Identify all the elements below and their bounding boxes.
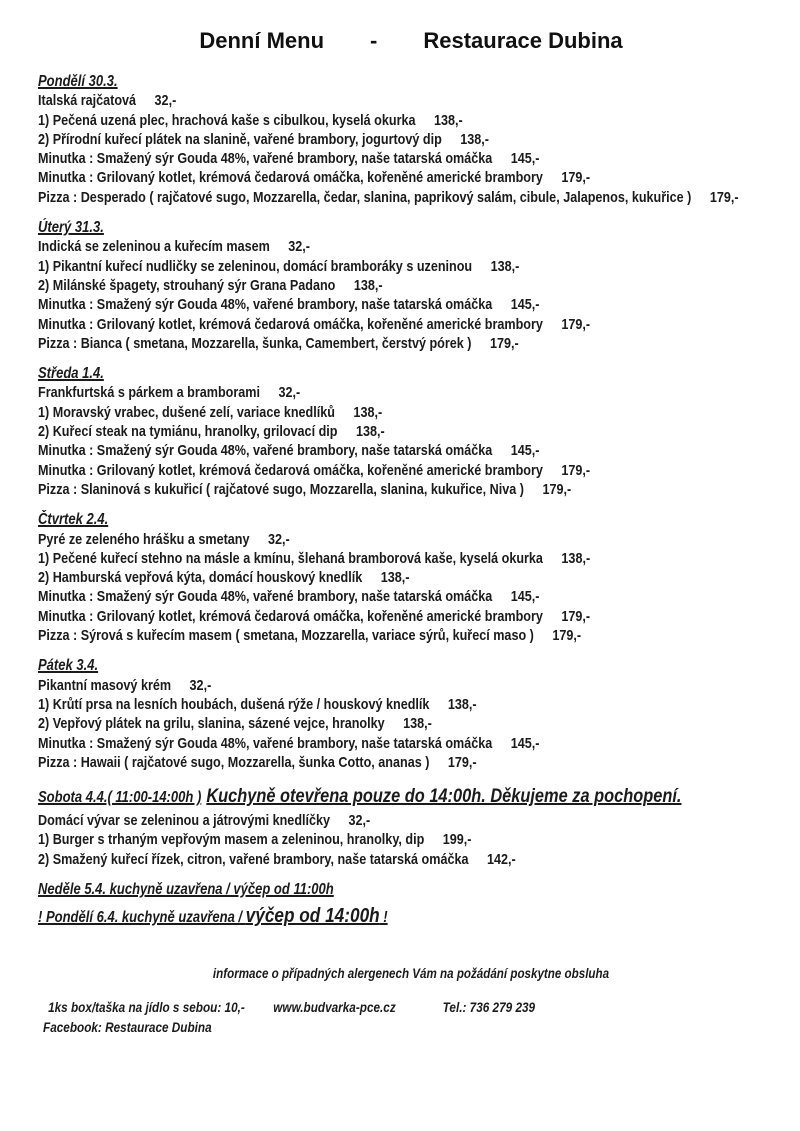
item-price: 179,-	[552, 627, 582, 645]
item-price: 179,-	[561, 169, 591, 187]
item-text: 1) Burger s trhaným vepřovým masem a zeleninou, hranolky, dip	[38, 831, 425, 849]
day-section	[38, 218, 784, 353]
menu-item-line	[38, 734, 665, 753]
item-price: 145,-	[510, 150, 540, 168]
item-price: 32,-	[288, 238, 311, 256]
page-title	[38, 26, 784, 56]
menu-item-line	[38, 695, 665, 714]
day-items	[38, 91, 784, 207]
item-price: 145,-	[510, 296, 540, 314]
item-price: 145,-	[510, 442, 540, 460]
item-price: 179,-	[561, 461, 591, 479]
item-price: 179,-	[489, 334, 519, 352]
item-text: Pizza : Slaninová s kukuřicí ( rajčatové sugo, Mozzarella, slanina, kukuřice, Niva )	[38, 480, 524, 498]
contact-line	[38, 998, 665, 1016]
allergen-note: informace o případných alergenech Vám na požádání poskytne obsluha	[212, 965, 610, 981]
item-text: Pizza : Desperado ( rajčatové sugo, Mozzarella, čedar, slanina, paprikový salám, cibule, Jalapenos, kukuřice )	[38, 188, 692, 206]
closing-note-line	[38, 902, 665, 929]
day-section	[38, 656, 784, 772]
day-items	[38, 811, 784, 869]
menu-item-line	[38, 315, 665, 334]
menu-item-line	[38, 168, 665, 187]
item-text: 1) Moravský vrabec, dušené zelí, variace knedlíků	[38, 403, 335, 421]
menu-item-line	[38, 130, 665, 149]
title-right: Restaurace Dubina	[423, 28, 623, 53]
item-text: 1) Pečené kuřecí stehno na másle a kmínu, šlehaná bramborová kaše, kyselá okurka	[38, 549, 543, 567]
item-text: Minutka : Grilovaný kotlet, krémová čedarová omáčka, kořeněné americké brambory	[38, 315, 543, 333]
menu-item-line	[38, 334, 665, 353]
menu-days	[38, 72, 784, 869]
menu-item-line	[38, 676, 665, 695]
item-text: Pizza : Bianca ( smetana, Mozzarella, šunka, Camembert, čerstvý pórek )	[38, 334, 472, 352]
item-price: 138,-	[561, 549, 591, 567]
day-heading	[38, 218, 665, 237]
item-price: 138,-	[380, 569, 410, 587]
day-heading	[38, 783, 682, 811]
takeaway-note: 1ks box/taška na jídlo s sebou: 10,-	[48, 998, 245, 1015]
day-items	[38, 676, 784, 772]
item-price: 179,-	[561, 315, 591, 333]
item-price: 32,-	[267, 530, 290, 548]
menu-item-line	[38, 422, 665, 441]
item-text: 1) Pikantní kuřecí nudličky se zeleninou, domácí bramboráky s uzeninou	[38, 257, 473, 275]
day-heading	[38, 510, 665, 529]
day-heading-text: Sobota 4.4.( 11:00-14:00h )	[38, 789, 202, 807]
item-price: 145,-	[510, 588, 540, 606]
item-price: 145,-	[510, 734, 540, 752]
day-heading	[38, 364, 665, 383]
day-heading	[38, 72, 665, 91]
day-heading-text: Středa 1.4.	[38, 365, 104, 383]
item-price: 179,-	[542, 480, 572, 498]
menu-item-line	[38, 607, 665, 626]
item-price: 138,-	[403, 715, 432, 733]
item-text: Minutka : Smažený sýr Gouda 48%, vařené brambory, naše tatarská omáčka	[38, 150, 493, 168]
menu-item-line	[38, 91, 665, 110]
menu-item-line	[38, 403, 665, 422]
day-section	[38, 364, 784, 499]
day-heading-text: Pátek 3.4.	[38, 657, 99, 675]
item-text: Indická se zeleninou a kuřecím masem	[38, 238, 270, 256]
item-text: Pizza : Hawaii ( rajčatové sugo, Mozzarella, šunka Cotto, ananas )	[38, 753, 430, 771]
facebook-line: Facebook: Restaurace Dubina	[43, 1018, 212, 1035]
day-items	[38, 237, 784, 353]
item-text: Minutka : Grilovaný kotlet, krémová čedarová omáčka, kořeněné americké brambory	[38, 607, 543, 625]
item-price: 138,-	[460, 130, 490, 148]
menu-item-line	[38, 257, 665, 276]
item-text: 2) Smažený kuřecí řízek, citron, vařené brambory, naše tatarská omáčka	[38, 850, 469, 868]
item-price: 179,-	[447, 753, 477, 771]
item-price: 32,-	[348, 812, 371, 830]
item-price: 32,-	[154, 92, 177, 110]
item-price: 138,-	[447, 695, 477, 713]
closing-suffix: !	[379, 908, 388, 926]
closing-big-text: výčep od 14:00h	[245, 903, 380, 927]
item-price: 179,-	[561, 607, 591, 625]
item-price: 138,-	[353, 403, 383, 421]
item-text: Pizza : Sýrová s kuřecím masem ( smetana, Mozzarella, variace sýrů, kuřecí maso )	[38, 627, 534, 645]
menu-item-line	[38, 530, 665, 549]
item-price: 142,-	[486, 850, 516, 868]
item-text: Minutka : Smažený sýr Gouda 48%, vařené brambory, naše tatarská omáčka	[38, 734, 493, 752]
item-text: Minutka : Smažený sýr Gouda 48%, vařené brambory, naše tatarská omáčka	[38, 588, 493, 606]
day-heading	[38, 656, 665, 675]
day-heading-text: Čtvrtek 2.4.	[38, 511, 109, 529]
menu-item-line	[38, 811, 665, 830]
menu-item-line	[38, 295, 665, 314]
day-section	[38, 783, 784, 869]
item-text: Italská rajčatová	[38, 92, 137, 110]
website-text: www.budvarka-pce.cz	[273, 998, 396, 1015]
menu-item-line	[38, 276, 665, 295]
menu-item-line	[38, 188, 739, 207]
title-left: Denní Menu	[199, 28, 325, 53]
item-price: 32,-	[189, 676, 212, 694]
menu-item-line	[38, 237, 665, 256]
menu-item-line	[38, 626, 665, 645]
menu-item-line	[38, 830, 665, 849]
closing-prefix: Neděle 5.4. kuchyně uzavřena / výčep od 11:00h	[38, 880, 334, 898]
menu-item-line	[38, 480, 665, 499]
item-text: 2) Přírodní kuřecí plátek na slanině, vařené brambory, jogurtový dip	[38, 130, 442, 148]
day-section	[38, 72, 784, 207]
item-price: 138,-	[353, 276, 383, 294]
item-text: 1) Pečená uzená plec, hrachová kaše s cibulkou, kyselá okurka	[38, 111, 416, 129]
menu-item-line	[38, 850, 665, 869]
menu-item-line	[38, 568, 665, 587]
day-items	[38, 383, 784, 499]
title-separator: -	[370, 28, 378, 53]
item-price: 138,-	[433, 111, 463, 129]
item-price: 179,-	[709, 188, 739, 206]
menu-item-line	[38, 714, 665, 733]
item-text: Domácí vývar se zeleninou a játrovými knedlíčky	[38, 812, 331, 830]
menu-item-line	[38, 549, 665, 568]
item-price: 138,-	[490, 257, 520, 275]
item-text: 2) Hamburská vepřová kýta, domácí houskový knedlík	[38, 569, 363, 587]
day-section	[38, 510, 784, 645]
item-text: Frankfurtská s párkem a bramborami	[38, 384, 260, 402]
item-text: Minutka : Grilovaný kotlet, krémová čedarová omáčka, kořeněné americké brambory	[38, 169, 543, 187]
item-text: Minutka : Smažený sýr Gouda 48%, vařené brambory, naše tatarská omáčka	[38, 296, 493, 314]
menu-item-line	[38, 753, 665, 772]
item-text: Minutka : Smažený sýr Gouda 48%, vařené brambory, naše tatarská omáčka	[38, 442, 493, 460]
day-heading-text: Pondělí 30.3.	[38, 73, 118, 90]
item-text: 1) Krůtí prsa na lesních houbách, dušená rýže / houskový knedlík	[38, 695, 430, 713]
item-text: 2) Milánské špagety, strouhaný sýr Grana Padano	[38, 276, 336, 294]
phone-number: Tel.: 736 279 239	[442, 998, 536, 1015]
item-text: 2) Vepřový plátek na grilu, slanina, sázené vejce, hranolky	[38, 715, 385, 733]
day-heading-text: Úterý 31.3.	[38, 219, 104, 237]
day-items	[38, 530, 784, 646]
item-price: 138,-	[355, 423, 385, 441]
menu-item-line	[38, 587, 665, 606]
item-price: 32,-	[278, 384, 301, 402]
day-heading-note: Kuchyně otevřena pouze do 14:00h. Děkujeme za pochopení.	[206, 785, 682, 808]
menu-item-line	[38, 441, 665, 460]
menu-item-line	[38, 383, 665, 402]
item-text: Minutka : Grilovaný kotlet, krémová čedarová omáčka, kořeněné americké brambory	[38, 461, 543, 479]
closing-note-line	[38, 880, 665, 900]
item-text: Pyré ze zeleného hrášku a smetany	[38, 530, 250, 548]
closing-prefix: ! Pondělí 6.4. kuchyně uzavřena /	[38, 908, 246, 926]
menu-item-line	[38, 111, 665, 130]
item-price: 199,-	[442, 831, 472, 849]
menu-item-line	[38, 461, 665, 480]
closing-notes	[38, 880, 784, 929]
item-text: Pikantní masový krém	[38, 676, 172, 694]
item-text: 2) Kuřecí steak na tymiánu, hranolky, grilovací dip	[38, 423, 338, 441]
menu-item-line	[38, 149, 665, 168]
